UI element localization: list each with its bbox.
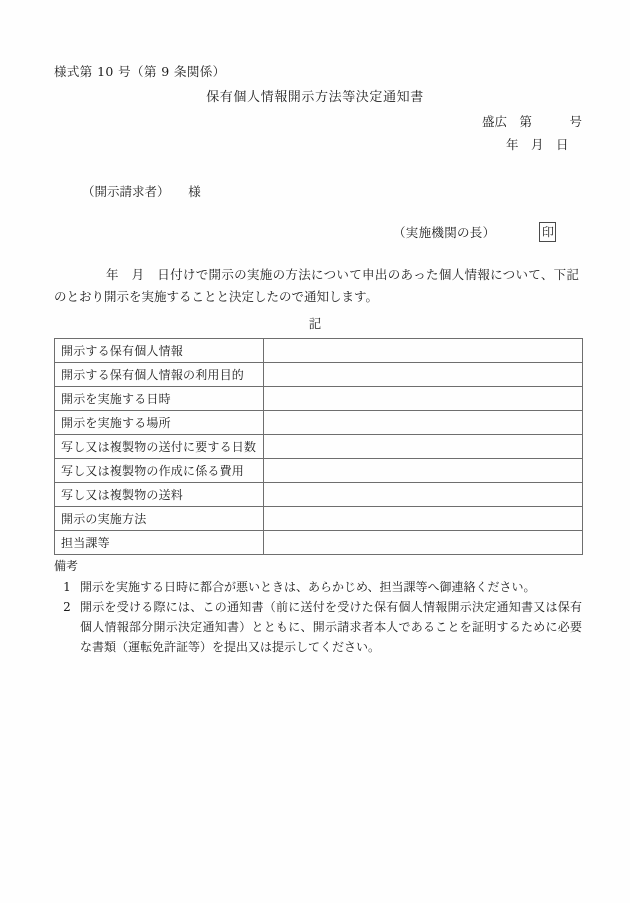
addressee-line: （開示請求者） 様 xyxy=(82,184,201,199)
row-label: 写し又は複製物の送付に要する日数 xyxy=(55,435,264,459)
table-body xyxy=(55,339,583,555)
document-title: 保有個人情報開示方法等決定通知書 xyxy=(206,90,424,105)
row-value[interactable] xyxy=(264,363,583,387)
row-label: 写し又は複製物の作成に係る費用 xyxy=(55,459,264,483)
remarks-section xyxy=(54,556,582,657)
issuer-label: （実施機関の長） xyxy=(393,225,496,240)
row-value[interactable] xyxy=(264,459,583,483)
table-row xyxy=(55,387,583,411)
ki-mark: 記 xyxy=(308,316,322,331)
row-label: 担当課等 xyxy=(55,531,264,555)
table-row xyxy=(55,363,583,387)
document-meta-block xyxy=(482,110,582,156)
row-label: 写し又は複製物の送料 xyxy=(55,483,264,507)
table-row xyxy=(55,483,583,507)
document-number-line: 盛広 第 号 xyxy=(481,114,582,129)
remarks-title: 備考 xyxy=(54,559,79,573)
remark-note-number: 1 xyxy=(63,580,71,594)
body-paragraph xyxy=(54,264,579,308)
remark-note-text: 開示を実施する日時に都合が悪いときは、あらかじめ、担当課等へ御連絡ください。 xyxy=(80,580,536,594)
row-value[interactable] xyxy=(264,411,583,435)
seal-stamp-box: 印 xyxy=(539,222,556,242)
table-row xyxy=(55,435,583,459)
row-value[interactable] xyxy=(264,339,583,363)
table-row xyxy=(55,411,583,435)
row-value[interactable] xyxy=(264,531,583,555)
body-paragraph-text: 年 月 日付けで開示の実施の方法について申出のあった個人情報について、下記のとおり開示を実施することと決定したので通知します。 xyxy=(54,267,579,304)
row-value[interactable] xyxy=(264,387,583,411)
row-value[interactable] xyxy=(264,483,583,507)
table-row xyxy=(55,531,583,555)
row-label: 開示する保有個人情報 xyxy=(55,339,264,363)
table-row xyxy=(55,339,583,363)
table-row xyxy=(55,459,583,483)
table-row xyxy=(55,507,583,531)
issuer-block xyxy=(393,222,556,242)
document-date-line: 年 月 日 xyxy=(505,137,569,152)
remark-note-text: 開示を受ける際には、この通知書（前に送付を受けた保有個人情報開示決定通知書又は保有個人情報部分開示決定通知書）とともに、開示請求者本人であることを証明するために必要な書類（運転免許証等）を提出又は提示してください。 xyxy=(80,600,582,654)
row-label: 開示を実施する日時 xyxy=(55,387,264,411)
row-value[interactable] xyxy=(264,507,583,531)
row-label: 開示する保有個人情報の利用目的 xyxy=(55,363,264,387)
remark-note-number: 2 xyxy=(63,600,71,614)
row-label: 開示の実施方法 xyxy=(55,507,264,531)
row-value[interactable] xyxy=(264,435,583,459)
form-number: 様式第 10 号（第 9 条関係） xyxy=(54,64,226,79)
disclosure-details-table xyxy=(54,338,583,555)
row-label: 開示を実施する場所 xyxy=(55,411,264,435)
remark-note xyxy=(54,597,582,657)
remark-note xyxy=(54,577,582,597)
